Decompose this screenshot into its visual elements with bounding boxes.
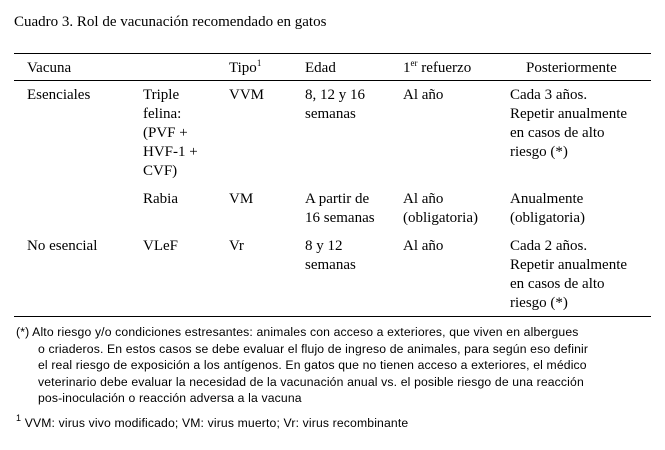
- row-category-no-esencial: No esencial: [27, 238, 98, 254]
- footnote-line: o criaderos. En estos casos se debe evaluar el flujo de ingreso de animales, para según eso definir: [38, 341, 589, 356]
- table-top-rule: [14, 53, 651, 54]
- row-age-rabia: [305, 190, 375, 228]
- table-cell-line: en casos de alto: [510, 276, 605, 292]
- header-refuerzo: [403, 59, 471, 78]
- table-cell-line: 8, 12 y 16: [305, 87, 365, 103]
- row-type-vvm: VVM: [229, 87, 265, 103]
- table-cell-line: Al año: [403, 191, 444, 207]
- row-after-triple-felina: [510, 86, 650, 162]
- table-cell-line: Repetir anualmente: [510, 257, 628, 273]
- row-booster-triple-felina: [403, 86, 443, 105]
- row-vaccine-rabia: [143, 190, 178, 209]
- table-cell-line: riesgo (*): [510, 144, 568, 160]
- row-type-vr: Vr: [229, 238, 244, 254]
- row-booster-rabia: [403, 190, 478, 228]
- footnote-types-text: VVM: virus vivo modificado; VM: virus muerto; Vr: virus recombinante: [21, 416, 409, 430]
- table-cell-line: semanas: [305, 257, 356, 273]
- row-category-esenciales: Esenciales: [27, 87, 91, 103]
- table-cell-line: en casos de alto: [510, 125, 605, 141]
- footnote-line: pos-inoculación o reacción adversa a la vacuna: [38, 391, 302, 405]
- header-tipo-footnote-marker: 1: [256, 58, 262, 68]
- header-refuerzo-label: refuerzo: [417, 60, 472, 76]
- table-cell-line: (obligatoria): [403, 210, 478, 226]
- table-cell-line: 8 y 12: [305, 238, 343, 254]
- row-after-rabia: [510, 190, 650, 228]
- footnote-asterisk: [16, 324, 588, 407]
- row-type-vm: VM: [229, 191, 254, 207]
- row-vaccine-vlef: [143, 237, 178, 256]
- footnote-types-marker: 1: [16, 413, 22, 423]
- header-refuerzo-ordinal: er: [410, 58, 418, 68]
- footnote-line: (*) Alto riesgo y/o condiciones estresantes: animales con acceso a exteriores, que viven en albergues: [16, 325, 579, 339]
- table-cell-line: (obligatoria): [510, 210, 585, 226]
- table-header-rule: [14, 80, 651, 81]
- header-tipo: [229, 59, 261, 78]
- row-booster-vlef: [403, 237, 443, 256]
- row-vaccine-triple-felina: [143, 86, 198, 181]
- table-cell-line: Al año: [403, 238, 444, 254]
- table-cell-line: Repetir anualmente: [510, 106, 628, 122]
- table-cell-line: Cada 2 años.: [510, 238, 588, 254]
- table-cell-line: Cada 3 años.: [510, 87, 588, 103]
- header-edad: Edad: [305, 60, 336, 76]
- table-cell-line: riesgo (*): [510, 295, 568, 311]
- table-cell-line: (PVF +: [143, 125, 188, 141]
- table-cell-line: 16 semanas: [305, 210, 375, 226]
- footnote-line: veterinario debe evaluar la necesidad de la vacunación anual vs. el posible riesgo de una reacción: [38, 374, 584, 389]
- table-cell-line: semanas: [305, 106, 356, 122]
- table-cell-line: Rabia: [143, 191, 178, 207]
- table-cell-line: A partir de: [305, 191, 370, 207]
- row-age-vlef: [305, 237, 356, 275]
- header-vacuna: Vacuna: [27, 60, 72, 76]
- footnote-line: el real riesgo de exposición a los antígenos. En gatos que no tienen acceso a exteriores, el médico: [38, 358, 587, 372]
- header-tipo-label: Tipo: [229, 60, 257, 76]
- table-cell-line: CVF): [143, 163, 178, 179]
- header-refuerzo-number: 1: [403, 60, 411, 76]
- table-bottom-rule: [14, 316, 651, 317]
- table-cell-line: HVF-1 +: [143, 144, 198, 160]
- table-caption: Cuadro 3. Rol de vacunación recomendado en gatos: [14, 14, 327, 30]
- footnote-types: [16, 415, 408, 432]
- row-age-triple-felina: [305, 86, 365, 124]
- table-cell-line: felina:: [143, 106, 182, 122]
- table-cell-line: VLeF: [143, 238, 178, 254]
- table-cell-line: Anualmente: [510, 191, 584, 207]
- row-after-vlef: [510, 237, 650, 313]
- table-cell-line: Al año: [403, 87, 444, 103]
- header-posteriormente: Posteriormente: [526, 60, 617, 76]
- table-cell-line: Triple: [143, 87, 180, 103]
